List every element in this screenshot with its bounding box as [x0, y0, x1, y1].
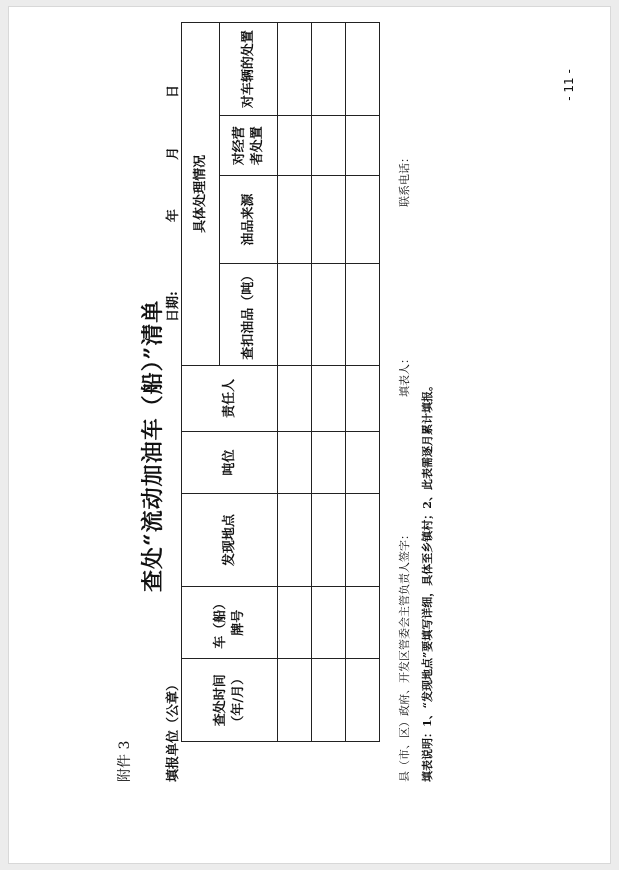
- table-row: [346, 23, 380, 742]
- document-page: [8, 6, 611, 864]
- date-label: 日期:: [166, 291, 181, 322]
- phone-label: 联系电话：: [398, 152, 411, 207]
- page-number: - 11 -: [562, 69, 576, 101]
- header-operator: 对经营 者处置: [220, 116, 278, 176]
- header-location: 发现地点: [182, 493, 278, 586]
- date-month: 月: [166, 147, 181, 161]
- landscape-content: [114, 22, 584, 782]
- date-line: [162, 85, 181, 322]
- table-row: [312, 23, 346, 742]
- header-vehicle: 对车辆的处置: [220, 23, 278, 116]
- header-handling: 具体处理情况: [182, 23, 220, 366]
- gov-sign-label: 县（市、区）政府、开发区管委会主管负责人签字：: [398, 529, 411, 782]
- header-tonnage: 吨位: [182, 432, 278, 494]
- fill-notes: 填表说明：1、“发现地点”要填写详细，具体至乡镇村；2、此表需逐月累计填报。: [421, 380, 434, 782]
- header-person: 责任人: [182, 365, 278, 431]
- header-plate: 车（船） 牌号: [182, 587, 278, 659]
- report-table: [181, 22, 380, 742]
- header-time: 查处时间 （年/月）: [182, 659, 278, 742]
- header-seized-oil: 查扣油品（吨）: [220, 263, 278, 365]
- date-year: 年: [166, 209, 181, 223]
- table-row: [278, 23, 312, 742]
- attachment-label: 附件 3: [117, 740, 133, 782]
- page-title: 查处“流动加油车（船）”清单: [140, 299, 166, 592]
- fill-unit-label: 填报单位（公章）: [166, 677, 181, 782]
- header-oil-source: 油品来源: [220, 176, 278, 264]
- date-day: 日: [166, 84, 181, 98]
- filler-label: 填表人：: [398, 353, 411, 397]
